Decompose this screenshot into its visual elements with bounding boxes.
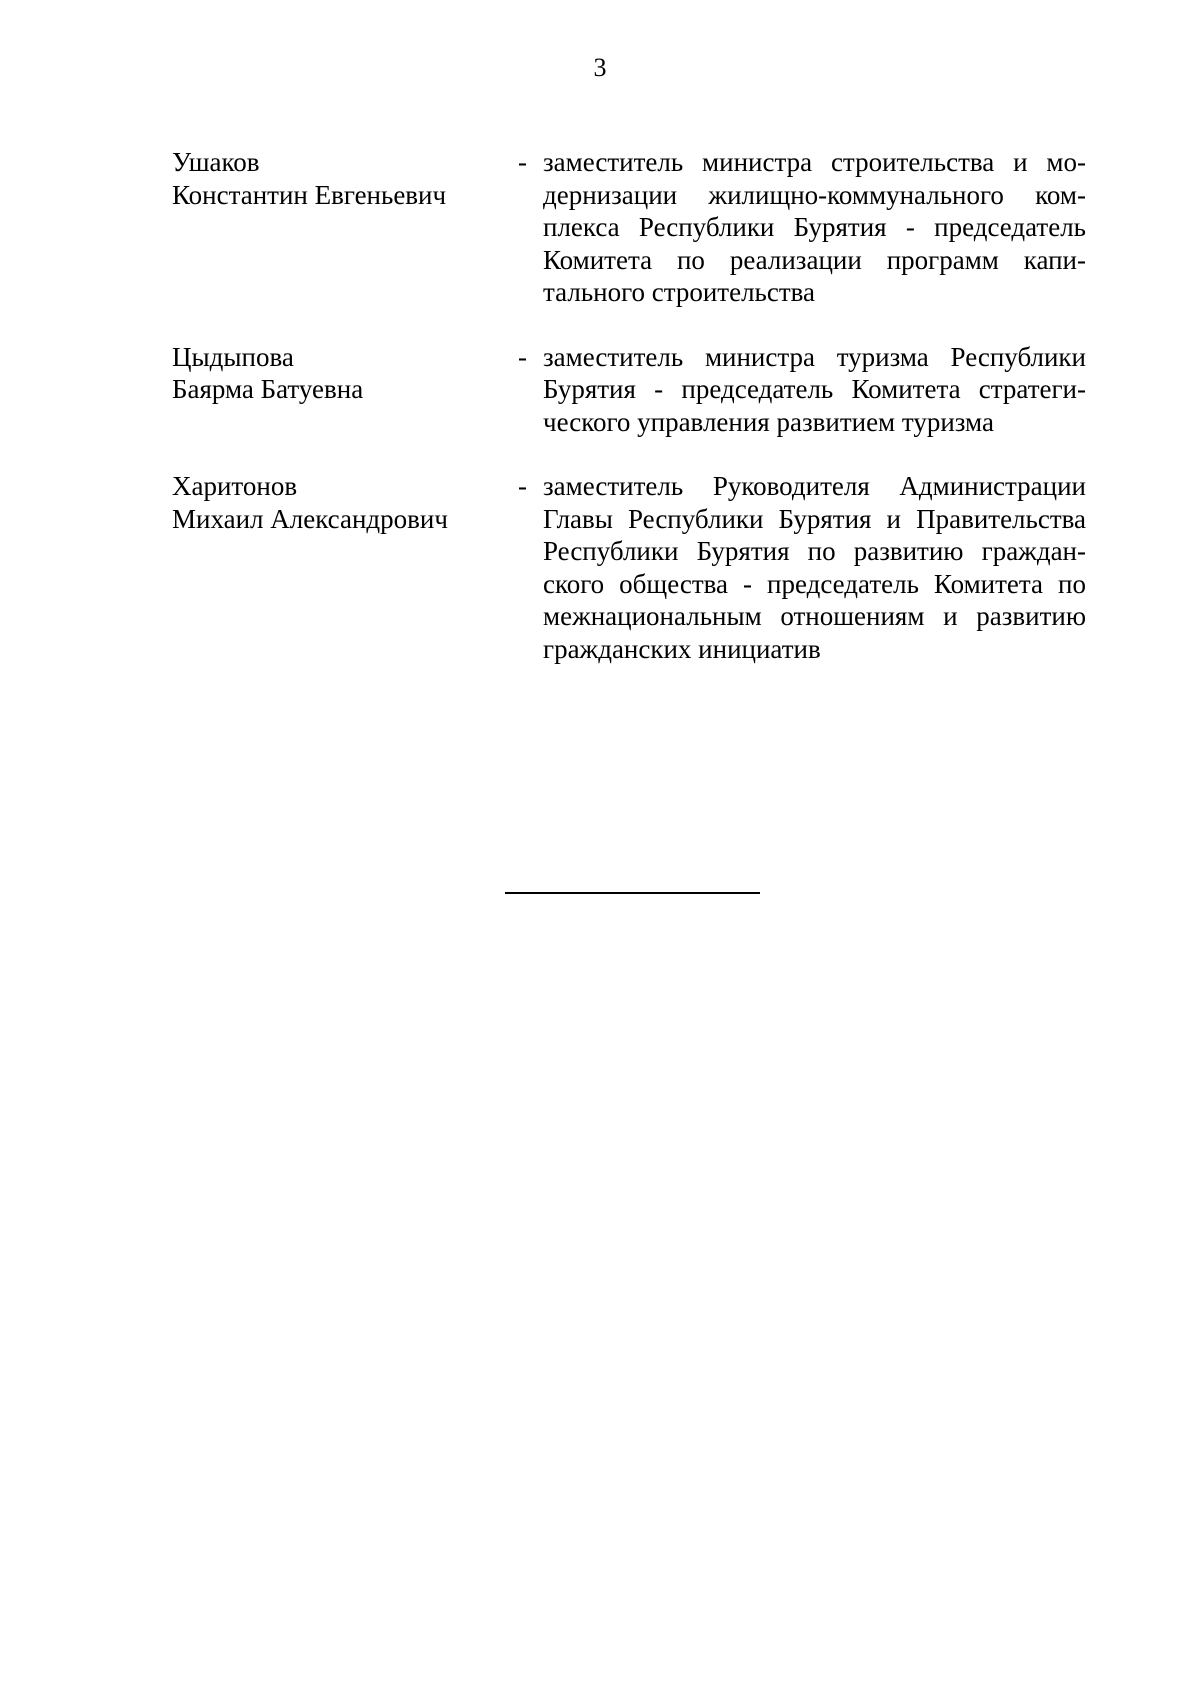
- member-role-line: Республики Бурятия по развитию граждан-: [543, 536, 1086, 566]
- member-name: [172, 470, 502, 535]
- member-surname: Харитонов: [172, 471, 298, 501]
- member-role-line: дернизации жилищно-коммунального ком-: [543, 179, 1086, 210]
- member-surname: Цыдыпова: [172, 341, 294, 372]
- member-dash: -: [518, 341, 527, 372]
- member-name: [172, 341, 502, 406]
- member-given-names: Константин Евгеньевич: [172, 179, 447, 210]
- member-role-line: плекса Республики Бурятия - председатель: [543, 212, 1086, 242]
- member-role-line: ского общества - председатель Комитета по: [543, 568, 1086, 599]
- member-given-names: Баярма Батуевна: [172, 374, 364, 404]
- page-number: 3: [593, 53, 607, 82]
- document-end-rule: [505, 892, 760, 894]
- member-dash: -: [518, 471, 527, 501]
- member-role: [543, 146, 1086, 309]
- member-role-line: межнациональным отношениям и развитию: [543, 601, 1086, 631]
- member-role-line: Главы Республики Бурятия и Правительства: [543, 503, 1086, 534]
- member-role-line: заместитель Руководителя Администрации: [543, 471, 1086, 501]
- member-entry-kharitonov: [172, 470, 1086, 665]
- member-role-line: тального строительства: [543, 277, 816, 307]
- committee-members-list: [172, 146, 1086, 697]
- member-given-names: Михаил Александрович: [172, 503, 448, 534]
- member-role-line: гражданских инициатив: [543, 633, 821, 664]
- member-name: [172, 146, 502, 211]
- member-entry-ushakov: [172, 146, 1086, 309]
- member-role-line: заместитель министра туризма Республики: [543, 341, 1086, 372]
- member-dash: -: [518, 147, 527, 177]
- member-role-line: Бурятия - председатель Комитета стратеги-: [543, 374, 1086, 404]
- member-entry-tsydypova: [172, 341, 1086, 439]
- member-role-line: ческого управления развитием туризма: [543, 406, 994, 437]
- member-surname: Ушаков: [172, 147, 260, 177]
- member-role: [543, 470, 1086, 665]
- member-role-line: Комитета по реализации программ капи-: [543, 244, 1086, 275]
- member-role-line: заместитель министра строительства и мо-: [543, 147, 1086, 177]
- member-role: [543, 341, 1086, 439]
